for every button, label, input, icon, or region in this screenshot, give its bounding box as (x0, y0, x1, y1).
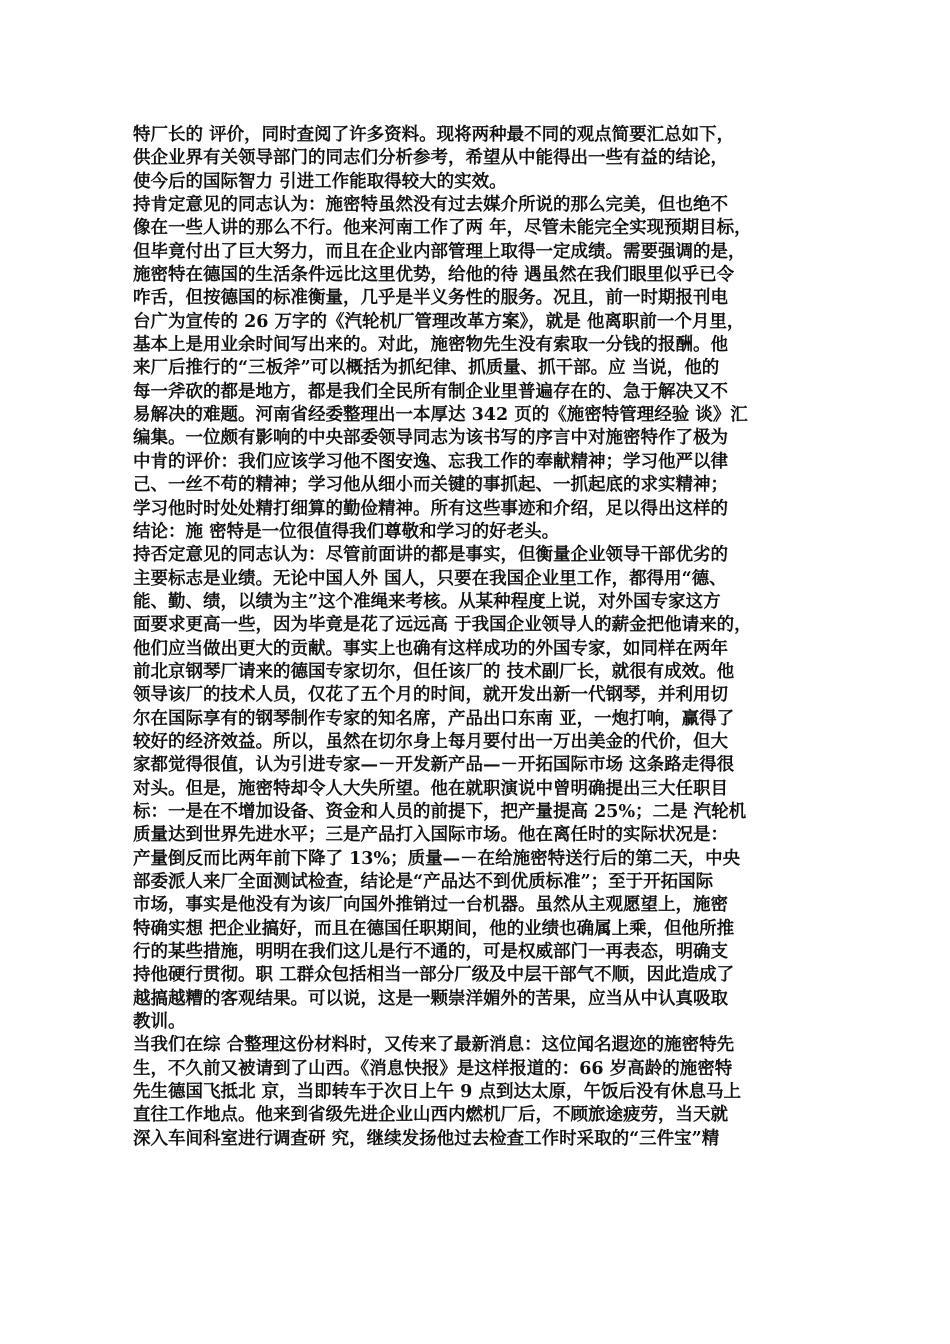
text-line: 行的某些措施，明明在我们这儿是行不通的，可是权威部门一再表态，明确支 (133, 942, 728, 963)
text-line: 先生德国飞抵北 京，当即转车于次日上午 9 点到达太原，午饭后没有休息马上 (133, 1082, 741, 1103)
text-line: 像在一些人讲的那么不行。他来河南工作了两 年，尽管未能完全实现预期目标， (133, 218, 752, 239)
text-line: 每一斧砍的都是地方，都是我们全民所有制企业里普遍存在的、急于解决又不 (133, 381, 728, 402)
text-line: 主要标志是业绩。无论中国人外 国人，只要在我国企业里工作，都得用“德、 (133, 568, 727, 589)
text-line: 来厂后推行的“三板斧”可以概括为抓纪律、抓质量、抓干部。应 当说，他的 (133, 358, 720, 379)
text-line: 越搞越糟的客观结果。可以说，这是一颗崇洋媚外的苦果，应当从中认真吸取 (133, 988, 728, 1009)
text-line: 施密特在德国的生活条件远比这里优势，给他的待 遇虽然在我们眼里似乎已令 (133, 265, 735, 286)
text-line: 中肯的评价：我们应该学习他不图安逸、忘我工作的奉献精神；学习他严以律 (133, 451, 728, 472)
text-line: 特确实想 把企业搞好，而且在德国任职期间，他的业绩也确属上乘，但他所推 (133, 918, 735, 939)
text-line: 台广为宣传的 26 万字的《汽轮机厂管理改革方案》，就是 他离职前一个月里， (133, 311, 745, 332)
text-line: 编集。一位颇有影响的中央部委领导同志为该书写的序言中对施密特作了极为 (133, 428, 728, 449)
text-line: 较好的经济效益。所以，虽然在切尔身上每月要付出一万出美金的代价，但大 (133, 731, 728, 752)
text-line: 咋舌，但按德国的标准衡量，几乎是半义务性的服务。况且，前一时期报刊电 (133, 288, 728, 309)
text-line: 结论：施 密特是一位很值得我们尊敬和学习的好老头。 (133, 521, 560, 542)
text-line: 教训。 (133, 1012, 186, 1033)
text-line: 使今后的国际智力 引进工作能取得较大的实效。 (133, 171, 507, 192)
document-body (133, 124, 823, 1151)
text-line: 标：一是在不增加设备、资金和人员的前提下，把产量提高 25%；二是 汽轮机 (133, 801, 747, 822)
text-line: 部委派人来厂全面测试检查，结论是“产品达不到优质标准”；至于开拓国际 (133, 872, 714, 892)
text-line: 生，不久前又被请到了山西。《消息快报》是这样报道的：66 岁高龄的施密特 (133, 1058, 733, 1079)
text-line: 直往工作地点。他来到省级先进企业山西内燃机厂后，不顾旅途疲劳，当天就 (133, 1105, 728, 1126)
text-line: 但毕竟付出了巨大努力，而且在企业内部管理上取得一定成绩。需要强调的是， (133, 241, 746, 262)
text-line: 市场，事实是他没有为该厂向国外推销过一台机器。虽然从主观愿望上，施密 (133, 895, 728, 916)
text-line: 尔在国际享有的钢琴制作专家的知名席，产品出口东南 亚，一炮打响，赢得了 (133, 708, 735, 729)
text-line: 持否定意见的同志认为：尽管前面讲的都是事实，但衡量企业领导干部优劣的 (133, 545, 728, 566)
text-line: 当我们在综 合整理这份材料时，又传来了最新消息：这位闻名遐迩的施密特先 (133, 1035, 735, 1056)
text-line: 产量倒反而比两年前下降了 13%；质量—－在给施密特送行后的第二天，中央 (133, 848, 741, 869)
text-line: 持肯定意见的同志认为：施密特虽然没有过去媒介所说的那么完美，但也绝不 (133, 195, 728, 216)
text-line: 特厂长的 评价，同时查阅了许多资料。现将两种最不同的观点简要汇总如下， (133, 125, 735, 145)
text-line: 领导该厂的技术人员，仅花了五个月的时间，就开发出新一代钢琴，并利用切 (133, 685, 728, 706)
text-line: 己、一丝不苟的精神；学习他从细小而关键的事抓起、一抓起底的求实精神； (133, 475, 728, 496)
text-line: 持他硬行贯彻。职 工群众包括相当一部分厂级及中层干部气不顺，因此造成了 (133, 965, 735, 986)
text-line: 易解决的难题。河南省经委整理出一本厚达 342 页的《施密特管理经验 谈》汇 (133, 405, 748, 426)
text-line: 基本上是用业余时间写出来的。对此，施密物先生没有索取一分钱的报酬。他 (133, 335, 728, 356)
text-line: 能、勤、绩，以绩为主”这个准绳来考核。从某种程度上说，对外国专家这方 (133, 591, 721, 612)
text-line: 面要求更高一些，因为毕竟是花了远远高 于我国企业领导人的薪金把他请来的， (133, 615, 752, 636)
text-line: 他们应当做出更大的贡献。事实上也确有这样成功的外国专家，如同样在两年 (133, 638, 728, 659)
text-line: 质量达到世界先进水平；三是产品打入国际市场。他在离任时的实际状况是： (133, 825, 728, 846)
text-line: 深入车间科室进行调查研 究，继续发扬他过去检查工作时采取的“三件宝”精 (133, 1128, 720, 1149)
text-line: 供企业界有关领导部门的同志们分析参考，希望从中能得出一些有益的结论， (133, 148, 728, 169)
text-line: 家都觉得很值，认为引进专家—－开发新产品—－开拓国际市场 这条路走得很 (133, 755, 735, 776)
text-line: 学习他时时处处精打细算的勤俭精神。所有这些事迹和介绍，足以得出这样的 (133, 498, 728, 519)
text-line: 对头。但是，施密特却令人大失所望。他在就职演说中曾明确提出三大任职目 (133, 778, 728, 799)
text-line: 前北京钢琴厂请来的德国专家切尔，但任该厂的 技术副厂长，就很有成效。他 (133, 661, 735, 682)
